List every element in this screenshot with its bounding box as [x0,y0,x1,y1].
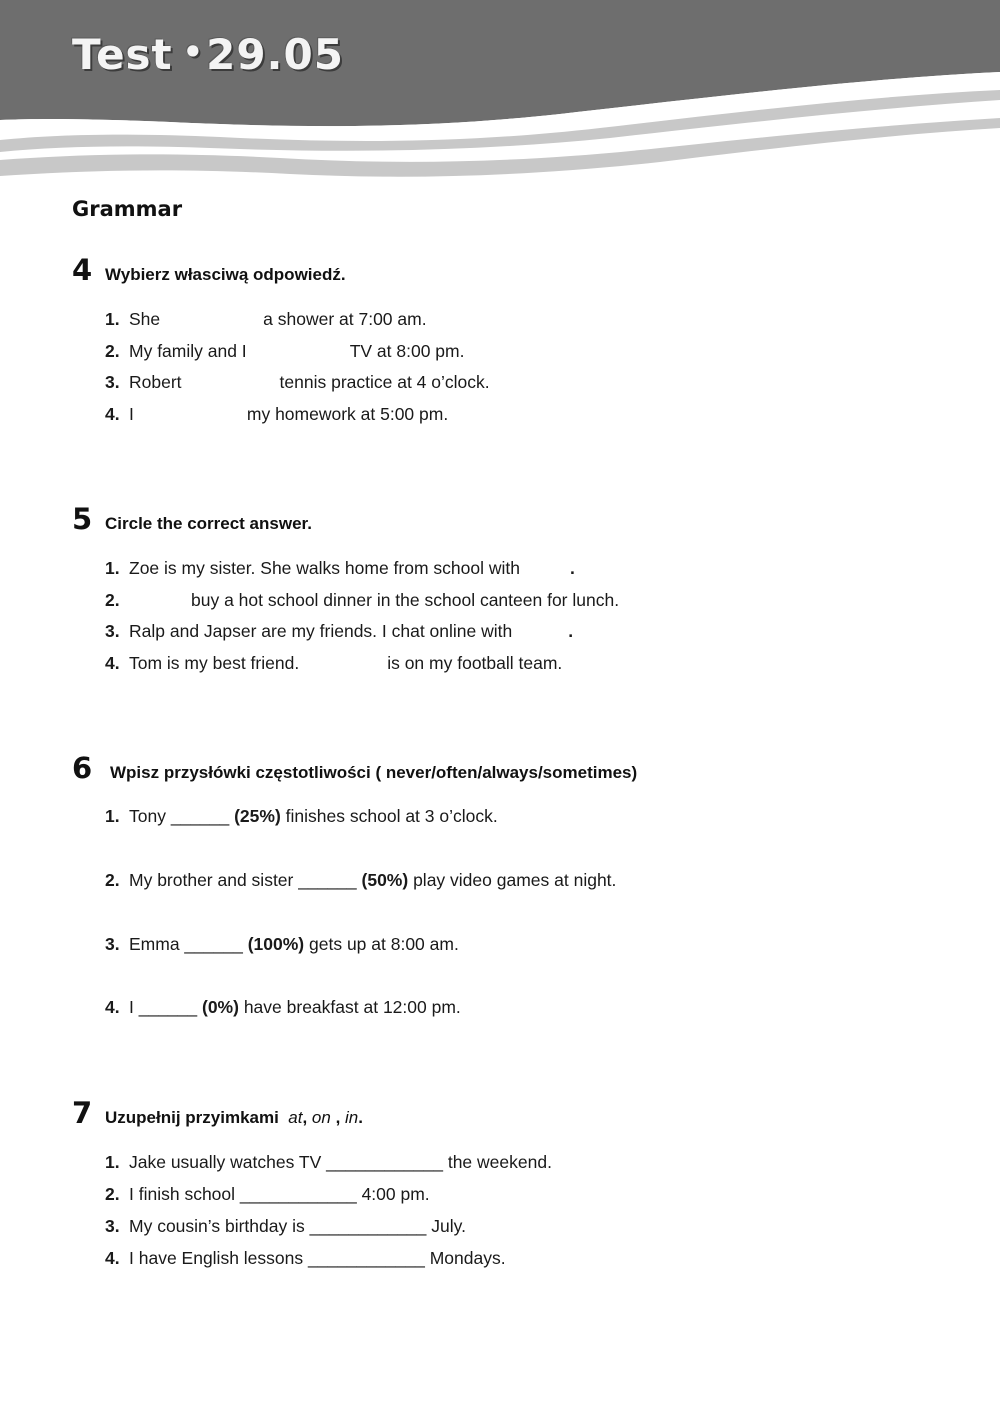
exercise-item [105,1216,466,1237]
item-text-before: I [129,404,134,424]
page-header [0,0,1000,190]
item-text-after: is on my football team. [387,653,563,673]
answer-blank[interactable]: ____________ [309,1216,427,1236]
frequency-hint: (25%) [234,806,281,826]
title-date: 29.05 [206,30,344,79]
item-text-before[interactable]: Tony ______ [129,806,230,826]
item-number: 2. [105,870,120,890]
item-number: 3. [105,1216,120,1236]
exercise-instruction: Wpisz przysłówki częstotliwości ( never/often/always/sometimes) [110,763,638,782]
answer-blank[interactable]: ____________ [308,1248,425,1268]
exercise-number: 5 [72,502,93,536]
exercise-item [105,806,498,827]
option-on: on [311,1108,331,1127]
exercise-item [105,621,573,642]
item-number: 1. [105,558,120,578]
exercise-instruction: Uzupełnij przyimkami at, on , in. [105,1108,363,1127]
item-number: 2. [105,1184,120,1204]
exercise-number: 4 [72,253,93,287]
instruction-main: Uzupełnij przyimkami [105,1108,279,1127]
exercise-item [105,558,575,579]
item-number: 3. [105,372,120,392]
item-text-after: tennis practice at 4 o’clock. [279,372,490,392]
option-in: in [345,1108,359,1127]
item-text-before: Ralp and Japser are my friends. I chat online with [129,621,513,641]
item-text-after: the weekend. [447,1152,552,1172]
item-text-after: Mondays. [429,1248,506,1268]
section-heading: Grammar [72,197,183,221]
item-number: 1. [105,309,120,329]
item-text-before[interactable]: My brother and sister ______ [129,870,357,890]
exercise-item [105,341,464,362]
exercise-instruction: Circle the correct answer. [105,514,312,533]
item-number: 1. [105,806,120,826]
exercise-item [105,1152,552,1173]
item-text-after: have breakfast at 12:00 pm. [243,997,461,1017]
item-text-after: July. [431,1216,466,1236]
item-text-after: 4:00 pm. [361,1184,430,1204]
frequency-hint: (100%) [247,934,305,954]
answer-blank[interactable]: ____________ [326,1152,443,1172]
item-text-before: I have English lessons [129,1248,304,1268]
item-text-after: . [568,621,574,641]
exercise-5 [72,502,952,673]
item-text-before: Tom is my best friend. [129,653,300,673]
item-number: 4. [105,1248,120,1268]
item-number: 3. [105,934,120,954]
exercise-item [105,997,461,1018]
item-text-before: She [129,309,161,329]
item-text-before[interactable]: I ______ [129,997,198,1017]
item-number: 4. [105,404,120,424]
exercise-item [105,1248,506,1269]
item-text-after: finishes school at 3 o’clock. [285,806,498,826]
frequency-hint: (0%) [202,997,239,1017]
exercise-item [105,870,616,891]
exercise-item [105,1184,430,1205]
item-number: 3. [105,621,120,641]
item-text-before: Jake usually watches TV [129,1152,322,1172]
item-text-before: My family and I [129,341,247,361]
exercise-7 [72,1096,952,1268]
exercise-number: 6 [72,751,93,785]
frequency-hint: (50%) [361,870,409,890]
title-bullet: • [182,33,205,71]
item-text-before: My cousin’s birthday is [129,1216,305,1236]
page-title [72,30,344,79]
exercise-4 [72,253,952,424]
exercise-instruction: Wybierz własciwą odpowiedź. [105,265,346,284]
header-wave-graphic [0,0,1000,190]
exercise-item [105,309,427,330]
exercise-item [105,404,448,425]
option-at: at [288,1108,303,1127]
instruction-end: . [358,1108,363,1127]
exercise-item [105,590,619,611]
item-text-after: buy a hot school dinner in the school canteen for lunch. [191,590,620,610]
exercise-item [105,372,490,393]
exercise-6 [72,751,952,1017]
item-text-after: . [569,558,575,578]
item-number: 2. [105,341,120,361]
item-text-after: my homework at 5:00 pm. [246,404,449,424]
item-text-after: TV at 8:00 pm. [349,341,465,361]
item-number: 2. [105,590,120,610]
item-text-before[interactable]: Emma ______ [129,934,243,954]
item-number: 4. [105,997,120,1017]
item-text-after: a shower at 7:00 am. [263,309,427,329]
item-number: 4. [105,653,120,673]
exercise-item [105,934,459,955]
exercise-item [105,653,562,674]
item-text-after: gets up at 8:00 am. [309,934,459,954]
item-text-before: Zoe is my sister. She walks home from school with [129,558,520,578]
exercise-number: 7 [72,1096,93,1130]
item-number: 1. [105,1152,120,1172]
title-word: Test [72,30,173,79]
item-text-before: Robert [129,372,182,392]
answer-blank[interactable]: ____________ [239,1184,357,1204]
item-text-after: play video games at night. [413,870,617,890]
item-text-before: I finish school [129,1184,236,1204]
